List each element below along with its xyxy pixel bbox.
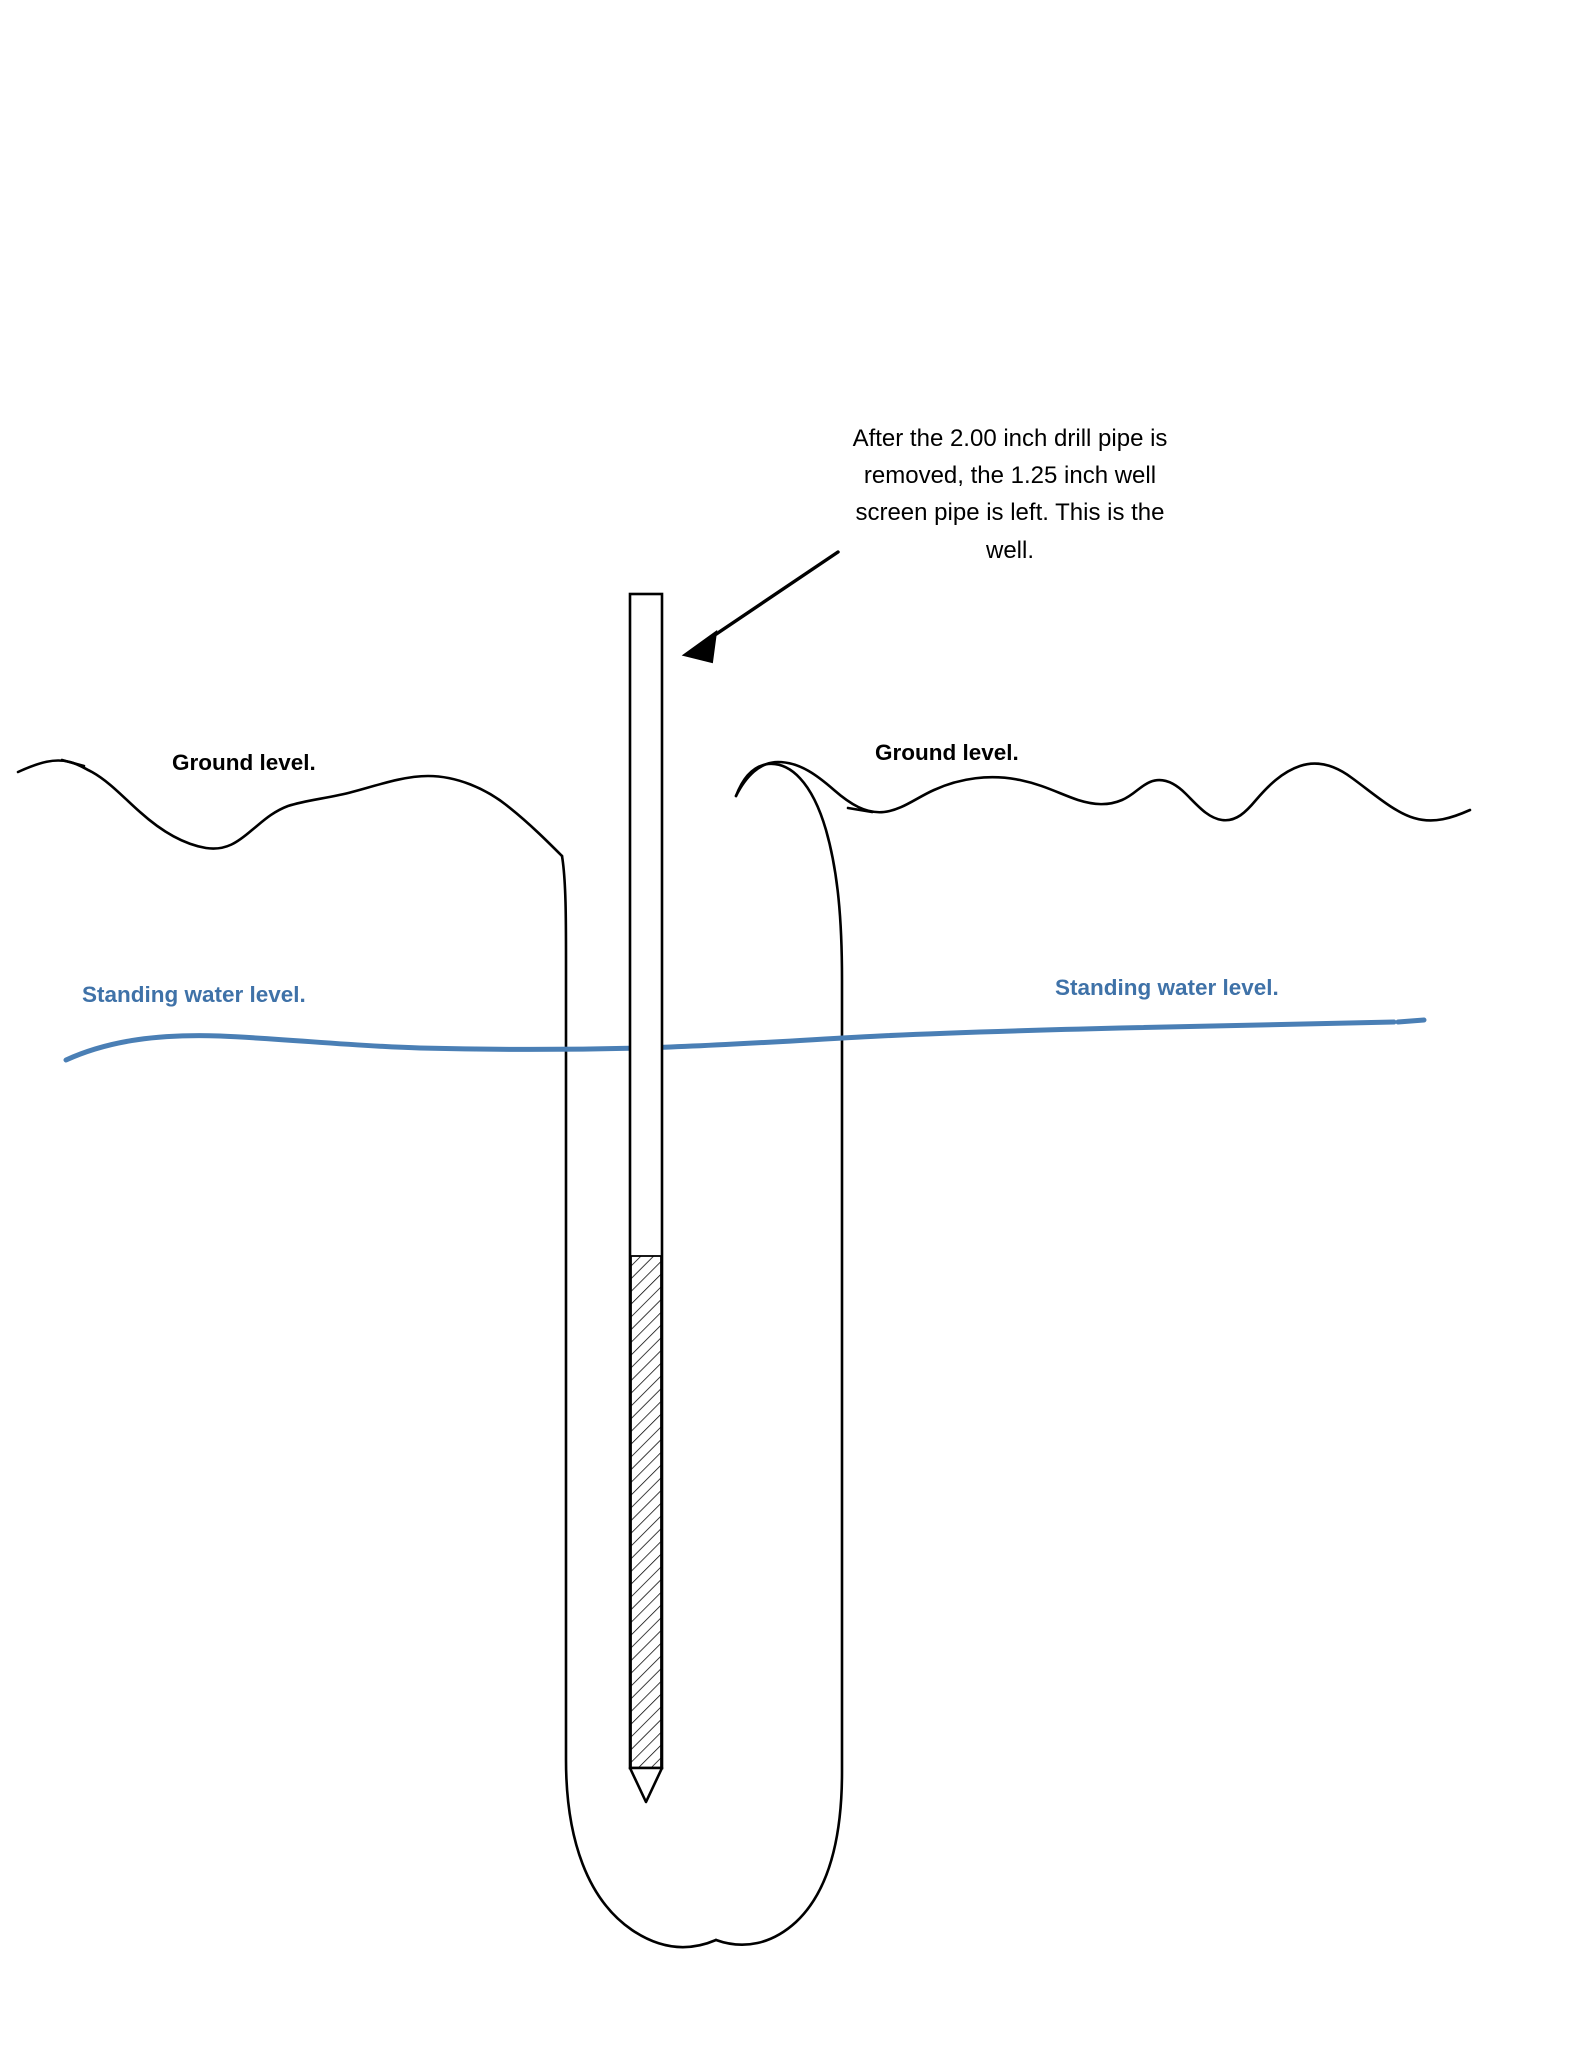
label-standing-water-level-right: Standing water level. — [1055, 975, 1279, 1000]
standing-water-table-line — [66, 1022, 1394, 1060]
pipe-tip — [630, 1768, 662, 1802]
hatched-well-screen — [631, 1256, 661, 1768]
ground-surface-line-right — [736, 762, 1470, 820]
callout-arrow — [684, 552, 838, 662]
label-ground-level-right: Ground level. — [875, 740, 1019, 765]
standing-water-table-dash — [1398, 1020, 1424, 1022]
callout-text: After the 2.00 inch drill pipe is removed, the 1.25 inch well screen pipe is left. This is the well. — [852, 425, 1168, 564]
ground-line-gap-mark-left — [62, 760, 84, 766]
label-standing-water-level-left: Standing water level. — [82, 982, 306, 1007]
label-ground-level-left: Ground level. — [172, 750, 316, 775]
borehole-right-wall — [716, 764, 842, 1945]
